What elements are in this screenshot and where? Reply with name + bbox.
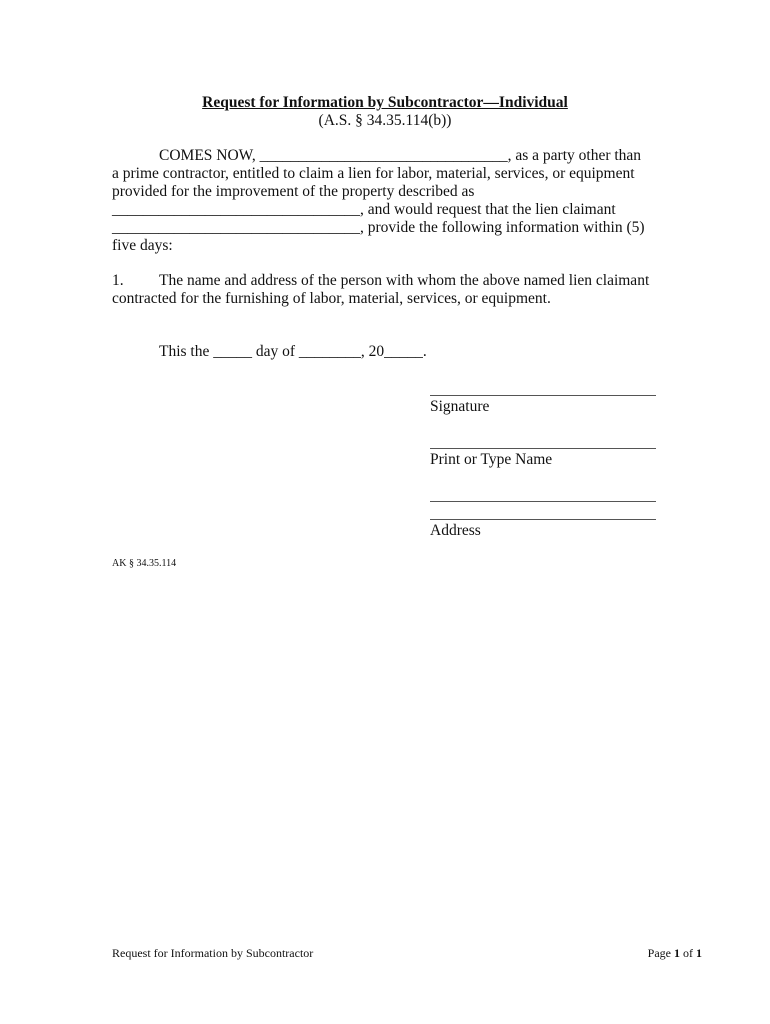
- document-title: Request for Information by Subcontractor—Individual: [202, 94, 568, 111]
- page-indicator: [648, 946, 702, 961]
- page-of: of: [680, 946, 696, 960]
- footer-title: Request for Information by Subcontractor: [112, 946, 314, 960]
- item-number: 1.: [112, 272, 124, 289]
- print-name-label: Print or Type Name: [430, 451, 553, 468]
- page-prefix: Page: [647, 946, 674, 960]
- signature-rule: [430, 395, 656, 396]
- body-line-5: ________________________________, provide the following information within (5): [112, 219, 645, 236]
- date-line: This the _____ day of ________, 20_____.: [159, 343, 427, 360]
- signature-label: Signature: [430, 398, 490, 415]
- body-line-4: ________________________________, and would request that the lien claimant: [112, 201, 616, 218]
- address-label: Address: [430, 522, 481, 539]
- item-text-line-2: contracted for the furnishing of labor, material, services, or equipment.: [112, 290, 551, 307]
- statute-reference: AK § 34.35.114: [112, 558, 177, 569]
- page-total: 1: [696, 946, 702, 960]
- page-current: 1: [674, 946, 680, 960]
- body-line-3: provided for the improvement of the property described as: [112, 183, 475, 200]
- body-line-6: five days:: [112, 237, 173, 254]
- body-line-2: a prime contractor, entitled to claim a lien for labor, material, services, or equipment: [112, 165, 635, 182]
- address-rule-2: [430, 519, 656, 520]
- body-line-1: COMES NOW, ________________________________, as a party other than: [159, 147, 642, 164]
- document-subtitle: (A.S. § 34.35.114(b)): [318, 112, 452, 129]
- print-name-rule: [430, 448, 656, 449]
- address-rule-1: [430, 501, 656, 502]
- item-text-line-1: The name and address of the person with whom the above named lien claimant: [159, 272, 650, 289]
